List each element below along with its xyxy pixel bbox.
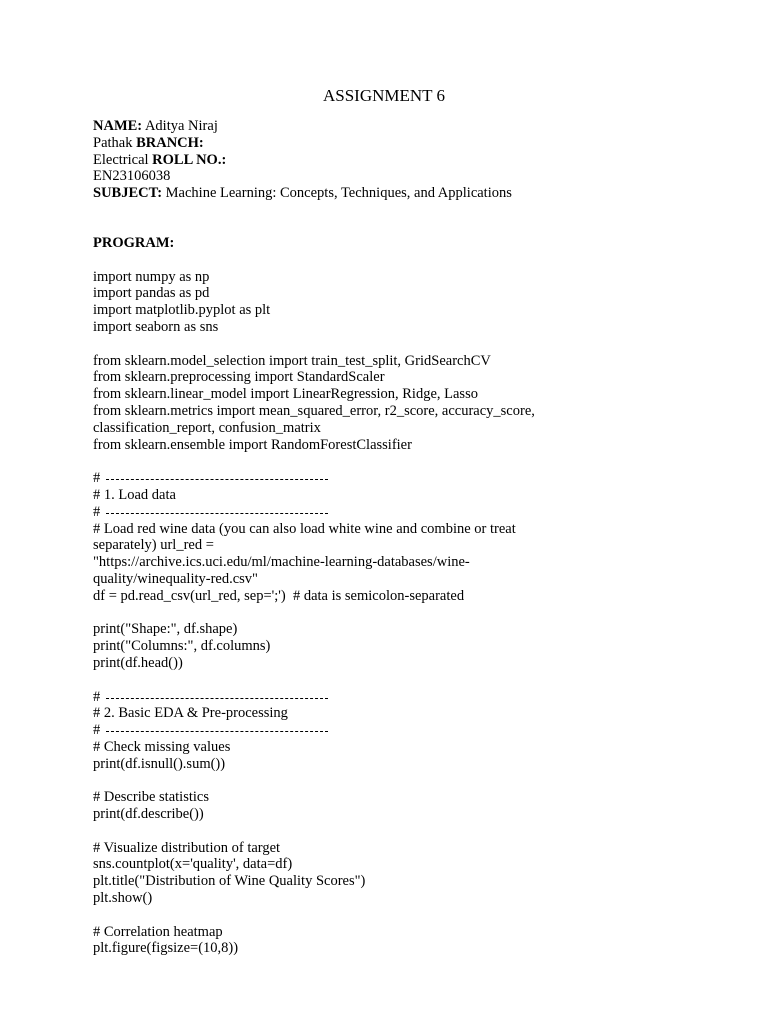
divider-comment xyxy=(93,689,693,706)
name-line xyxy=(93,118,693,135)
subject-value: Machine Learning: Concepts, Techniques, and Applications xyxy=(162,185,512,202)
name-label: NAME: xyxy=(93,118,143,134)
code-line: df = pd.read_csv(url_red, sep=';') # data is semicolon-separated xyxy=(93,587,465,604)
dashed-rule xyxy=(106,698,328,699)
roll-label: ROLL NO.: xyxy=(152,151,227,168)
code-line: print(df.describe()) xyxy=(93,806,204,823)
code-line: # Check missing values xyxy=(93,738,231,755)
section-2-title: # 2. Basic EDA & Pre-processing xyxy=(93,705,288,722)
code-line: "https://archive.ics.uci.edu/ml/machine-learning-databases/wine- xyxy=(93,554,470,571)
sklearn-import-block xyxy=(93,353,693,454)
code-line: from sklearn.model_selection import train_test_split, GridSearchCV xyxy=(93,352,491,369)
code-line: print(df.head()) xyxy=(93,654,183,671)
import-block xyxy=(93,269,693,336)
print-block xyxy=(93,621,693,671)
document-title: ASSIGNMENT 6 xyxy=(322,86,445,105)
divider-comment xyxy=(93,504,693,521)
code-line: from sklearn.preprocessing import StandardScaler xyxy=(93,369,385,386)
code-line: print(df.isnull().sum()) xyxy=(93,755,226,772)
program-label: PROGRAM: xyxy=(93,235,175,251)
program-heading xyxy=(93,235,693,252)
dashed-rule xyxy=(106,513,328,514)
code-line: import seaborn as sns xyxy=(93,318,219,335)
code-line: import matplotlib.pyplot as plt xyxy=(93,302,271,319)
code-line: # Correlation heatmap xyxy=(93,923,223,940)
code-line: # Describe statistics xyxy=(93,789,209,806)
code-line: from sklearn.metrics import mean_squared_error, r2_score, accuracy_score, xyxy=(93,402,535,419)
divider-comment xyxy=(93,470,693,487)
branch-label: BRANCH: xyxy=(136,134,204,151)
describe-block xyxy=(93,789,693,823)
code-line: plt.title("Distribution of Wine Quality Scores") xyxy=(93,873,366,890)
code-line: import numpy as np xyxy=(93,268,210,285)
code-line: from sklearn.linear_model import LinearRegression, Ridge, Lasso xyxy=(93,386,478,403)
hash-mark: # xyxy=(93,503,101,520)
subject-label: SUBJECT: xyxy=(93,185,163,202)
code-line: quality/winequality-red.csv" xyxy=(93,570,258,587)
code-line: separately) url_red = xyxy=(93,537,214,554)
visualize-block xyxy=(93,840,693,907)
section-1-title: # 1. Load data xyxy=(93,486,176,503)
hash-mark: # xyxy=(93,470,101,487)
code-line: import pandas as pd xyxy=(93,285,210,302)
divider-comment xyxy=(93,722,693,739)
code-line: print("Shape:", df.shape) xyxy=(93,621,238,638)
name-value: Aditya Niraj xyxy=(142,118,218,134)
program-section xyxy=(93,235,693,957)
dashed-rule xyxy=(106,731,328,732)
subject-line xyxy=(93,185,693,202)
name-value-continued: Pathak xyxy=(93,134,137,151)
code-line: classification_report, confusion_matrix xyxy=(93,419,321,436)
code-line: plt.figure(figsize=(10,8)) xyxy=(93,940,239,957)
student-info xyxy=(93,118,693,202)
code-line: sns.countplot(x='quality', data=df) xyxy=(93,856,293,873)
roll-value: EN23106038 xyxy=(93,168,171,185)
code-line: # Visualize distribution of target xyxy=(93,839,281,856)
branch-line xyxy=(93,135,693,152)
dashed-rule xyxy=(106,479,328,480)
heatmap-block xyxy=(93,924,693,958)
code-line: # Load red wine data (you can also load white wine and combine or treat xyxy=(93,520,516,537)
code-line: plt.show() xyxy=(93,890,153,907)
code-line: from sklearn.ensemble import RandomForestClassifier xyxy=(93,436,412,453)
hash-mark: # xyxy=(93,688,101,705)
code-line: print("Columns:", df.columns) xyxy=(93,638,271,655)
roll-line xyxy=(93,152,693,169)
section-1 xyxy=(93,470,693,604)
section-2 xyxy=(93,689,693,773)
branch-value: Electrical xyxy=(93,151,153,168)
hash-mark: # xyxy=(93,722,101,739)
